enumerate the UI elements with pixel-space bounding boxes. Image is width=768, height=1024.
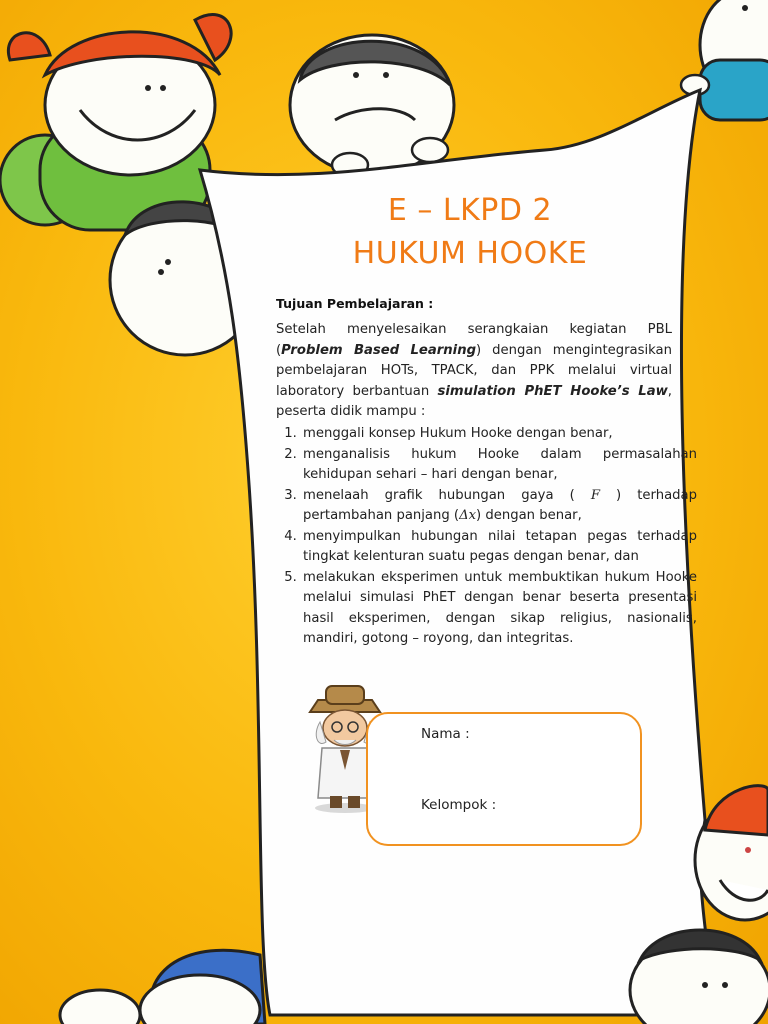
kid-bottom-left-icon xyxy=(60,950,265,1024)
section-heading: Tujuan Pembelajaran : xyxy=(276,296,434,311)
delta-x-symbol: Δx xyxy=(459,508,477,523)
force-symbol: F xyxy=(590,487,600,503)
list-item: 2. menganalisis hukum Hooke dalam permasalahan kehidupan sehari – hari dengan benar, xyxy=(301,445,697,486)
list-item: 1. menggali konsep Hukum Hooke dengan benar, xyxy=(301,424,697,445)
pbl-term: Problem Based Learning xyxy=(281,342,477,358)
girl-top-left-icon xyxy=(0,15,231,230)
list-item: 5. melakukan eksperimen untuk membuktikan hukum Hooke melalui simulasi PhET dengan benar beserta presentasi hasil eksperimen, dengan sikap religius, nasionalis, mandiri, gotong – royong, dan integritas. xyxy=(301,568,697,650)
document-title-line1: E – LKPD 2 xyxy=(387,193,553,228)
intro-text-part2: ) dengan mengintegrasikan pembelajaran HOTs, TPACK, dan PPK melalui virtual laboratory berbantuan xyxy=(276,342,672,399)
group-field-label[interactable]: Kelompok : xyxy=(421,797,497,813)
boy-top-center-icon xyxy=(290,35,454,177)
intro-text-part3: , peserta didik mampu : xyxy=(276,383,672,419)
goal3-text-c: ) dengan benar, xyxy=(476,508,582,523)
learning-goals-list xyxy=(276,424,697,650)
intro-text-part1: Setelah menyelesaikan serangkaian kegiatan PBL ( xyxy=(276,322,672,358)
document-title-line2: HUKUM HOOKE xyxy=(352,236,588,271)
list-item xyxy=(301,486,697,527)
identity-box xyxy=(366,712,642,846)
simulation-term: simulation PhET Hooke’s Law xyxy=(437,383,668,399)
goal3-text-b: ) terhadap pertambahan panjang ( xyxy=(303,487,698,523)
name-field-label[interactable]: Nama : xyxy=(421,726,470,742)
intro-paragraph xyxy=(276,320,672,423)
list-item: 4. menyimpulkan hubungan nilai tetapan pegas terhadap tingkat kelenturan suatu pegas dengan benar, dan xyxy=(301,527,697,568)
goal3-text-a: menelaah grafik hubungan gaya ( xyxy=(303,487,591,503)
